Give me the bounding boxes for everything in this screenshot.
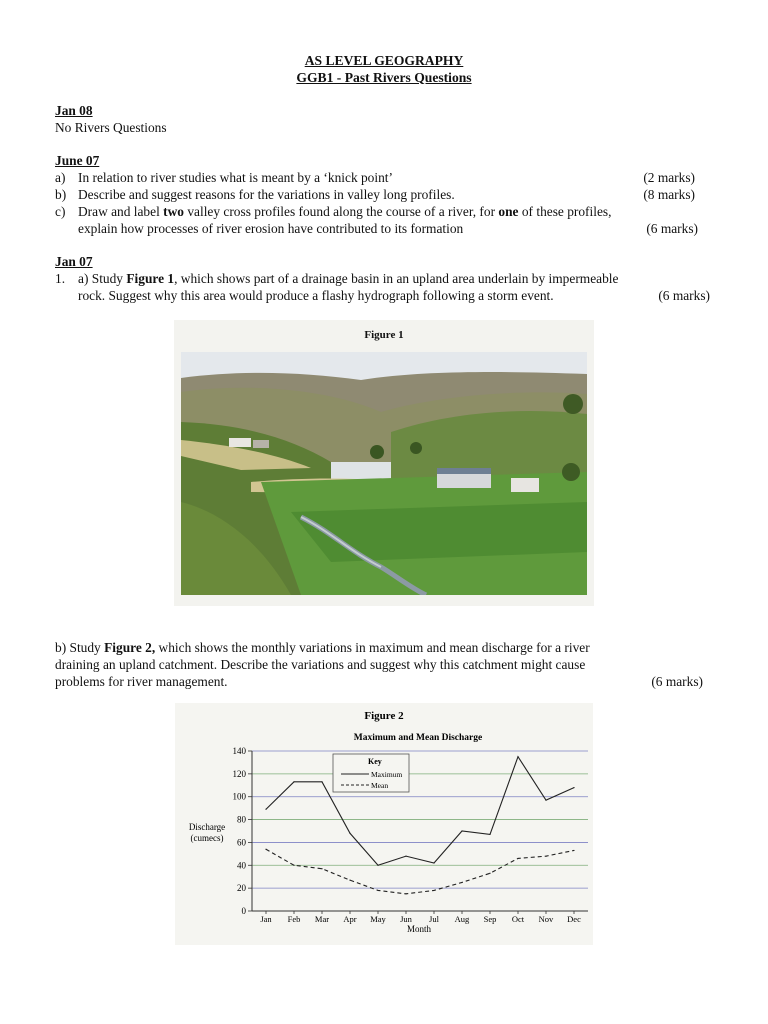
x-tick-label: Apr [343,914,357,924]
y-tick-label: 140 [232,746,246,756]
y-tick-label: 0 [241,906,246,916]
section-heading-jan08: Jan 08 [55,103,93,118]
x-tick-label: Mar [314,914,330,924]
x-tick-label: Jan [260,914,272,924]
data-point-maximum [517,756,518,757]
x-tick-label: Feb [287,914,301,924]
data-point-maximum [489,834,490,835]
data-point-mean [461,882,462,883]
y-tick-label: 80 [237,814,246,825]
data-point-maximum [349,833,350,834]
data-point-maximum [321,781,322,782]
question-letter-a: a) [55,170,66,185]
section-heading-jan07: Jan 07 [55,254,93,269]
discharge-line-chart [175,703,593,945]
data-point-mean [377,890,378,891]
data-point-mean [293,865,294,866]
question-1a-marks: (6 marks) [658,288,710,303]
x-tick-label: Jun [400,914,412,924]
y-tick-label: 60 [237,837,246,848]
data-point-maximum [461,830,462,831]
question-a-marks: (2 marks) [643,170,695,185]
question-c-line1: Draw and label two valley cross profiles found along the course of a river, for one of these profiles, [78,204,612,219]
data-point-mean [321,868,322,869]
x-tick-label: Nov [538,914,554,924]
data-point-mean [573,850,574,851]
data-point-maximum [433,862,434,863]
question-b-marks: (8 marks) [643,187,695,202]
series-line-maximum [266,757,574,866]
data-point-mean [489,873,490,874]
legend-title: Key [368,757,382,766]
y-axis-label-line2: (cumecs) [190,833,224,843]
figure-2-label: Figure 2 [364,710,404,722]
x-tick-label: May [370,914,386,924]
x-tick-label: Jul [429,914,439,924]
data-point-mean [265,849,266,850]
y-tick-label: 20 [237,883,246,894]
data-point-mean [349,880,350,881]
x-tick-label: Dec [567,914,581,924]
data-point-mean [545,856,546,857]
question-1a-line1: a) Study Figure 1, which shows part of a drainage basin in an upland area underlain by impermeable [78,271,619,286]
y-tick-label: 100 [232,791,246,802]
data-point-maximum [545,800,546,801]
legend-label-maximum: Maximum [371,770,403,779]
question-1b-line2: draining an upland catchment. Describe the variations and suggest why this catchment might cause [55,657,586,672]
x-tick-label: Sep [483,914,497,924]
data-point-maximum [377,865,378,866]
data-point-maximum [573,787,574,788]
question-1b-line1: b) Study Figure 2, which shows the monthly variations in maximum and mean discharge for a river [55,640,590,655]
question-number-1: 1. [55,271,66,286]
chart-title: Maximum and Mean Discharge [353,733,483,743]
question-1b-marks: (6 marks) [651,674,703,689]
document-title: AS LEVEL GEOGRAPHY [304,53,464,68]
data-point-maximum [293,781,294,782]
legend-label-mean: Mean [371,781,389,790]
question-c-line2: explain how processes of river erosion have contributed to its formation [78,221,464,236]
question-1b-line3: problems for river management. [55,674,228,689]
jan08-text: No Rivers Questions [55,120,167,135]
x-axis-label: Month [406,924,432,934]
document-subtitle: GGB1 - Past Rivers Questions [296,70,472,85]
y-axis-label-line1: Discharge [188,822,226,832]
data-point-mean [405,893,406,894]
question-a-text: In relation to river studies what is meant by a ‘knick point’ [78,170,393,185]
data-point-maximum [405,856,406,857]
x-tick-label: Oct [511,914,525,924]
figure-2 [175,703,593,945]
y-tick-label: 120 [232,768,246,779]
data-point-mean [433,890,434,891]
y-tick-label: 40 [237,860,246,871]
upland-landscape-photo [181,352,587,595]
data-point-maximum [265,809,266,810]
question-b-text: Describe and suggest reasons for the variations in valley long profiles. [78,187,455,202]
question-1a-line2: rock. Suggest why this area would produce a flashy hydrograph following a storm event. [78,288,554,303]
figure-1-caption: Figure 1 [364,329,404,341]
figure-1 [174,320,594,606]
section-heading-june07: June 07 [55,153,100,168]
data-point-mean [517,858,518,859]
question-c-marks: (6 marks) [646,221,698,236]
question-letter-c: c) [55,204,66,219]
series-line-mean [266,849,574,894]
x-tick-label: Aug [454,914,470,924]
question-letter-b: b) [55,187,67,202]
chart-legend [333,754,409,792]
